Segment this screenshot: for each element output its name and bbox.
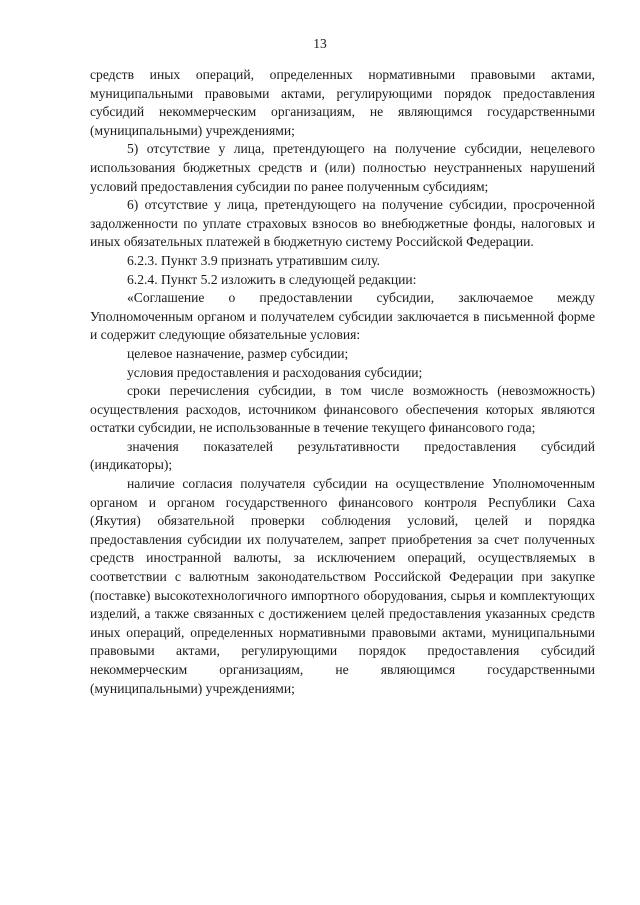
paragraph: 5) отсутствие у лица, претендующего на получение субсидии, нецелевого использования бюджетных средств и (или) полностью неустранненых нарушений условий предоставления субсидии по ранее полученным субсидиям; xyxy=(90,141,595,194)
paragraph: «Соглашение о предоставлении субсидии, заключаемое между Уполномоченным органом и получателем субсидии заключается в письменной форме и содержит следующие обязательные условия: xyxy=(90,290,595,343)
page-number: 13 xyxy=(313,36,327,51)
document-body xyxy=(90,66,595,698)
paragraph: 6.2.4. Пункт 5.2 изложить в следующей редакции: xyxy=(127,271,417,287)
paragraph: целевое назначение, размер субсидии; xyxy=(127,345,349,361)
paragraph: 6.2.3. Пункт 3.9 признать утратившим силу. xyxy=(127,252,380,268)
paragraph: наличие согласия получателя субсидии на осуществление Уполномоченным органом и органом государственного финансового контроля Республики Саха (Якутия) обязательной проверки соблюдения условий, целей и порядка предоставления субсидии их получателем, запрет приобретения за счет полученных средств иностранной валюты, за исключением операций, осуществляемых в соответствии с валютным законодательством Российской Федерации при закупке (поставке) высокотехнологичного импортного оборудования, сырья и комплектующих изделий, а также связанных с достижением целей предоставления указанных средств иных операций, определенных нормативными правовыми актами, муниципальными правовыми актами, регулирующими порядок предоставления субсидий некоммерческим организациям, не являющимся государственными (муниципальными) учреждениями; xyxy=(90,476,595,696)
paragraph: значения показателей результативности предоставления субсидий (индикаторы); xyxy=(90,438,595,473)
paragraph: средств иных операций, определенных нормативными правовыми актами, муниципальными правовыми актами, регулирующими порядок предоставления субсидий некоммерческим организациям, не являющимся государственными (муниципальными) учреждениями; xyxy=(90,67,595,138)
paragraph: 6) отсутствие у лица, претендующего на получение субсидии, просроченной задолженности по уплате страховых взносов во внебюджетные фонды, налоговых и иных обязательных платежей в бюджетную систему Российской Федерации. xyxy=(90,197,595,250)
paragraph: сроки перечисления субсидии, в том числе возможность (невозможность) осуществления расходов, источником финансового обеспечения которых являются остатки субсидии, не использованные в течение текущего финансового года; xyxy=(90,383,595,436)
paragraph: условия предоставления и расходования субсидии; xyxy=(127,364,423,380)
